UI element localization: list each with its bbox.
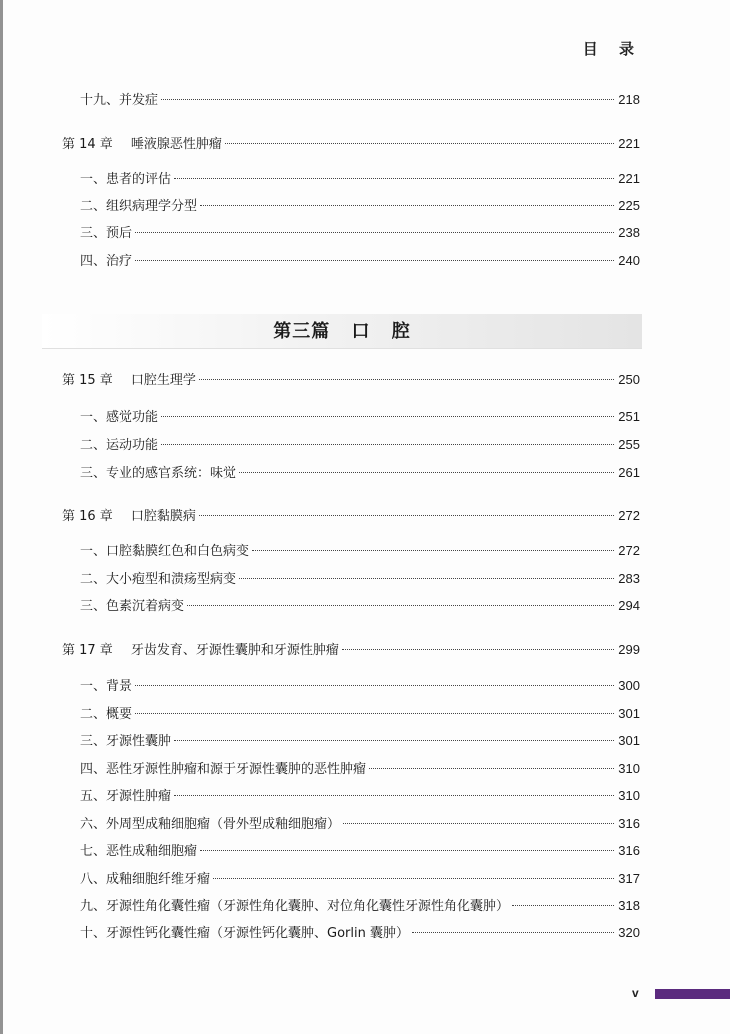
dot-leader — [412, 932, 614, 933]
toc-entry-label: 九、牙源性角化囊性瘤（牙源性角化囊肿、对位角化囊性牙源性角化囊肿） — [80, 899, 510, 914]
dot-leader — [199, 379, 614, 380]
dot-leader — [343, 823, 614, 824]
toc-entry[interactable] — [80, 597, 640, 615]
toc-entry-page: 310 — [618, 761, 640, 776]
toc-entry-page: 255 — [618, 437, 640, 452]
toc-entry-label: 三、色素沉着病变 — [80, 599, 185, 614]
toc-entry-page: 283 — [618, 571, 640, 586]
part-title: 第三篇 口 腔 — [273, 321, 411, 342]
toc-entry-page: 250 — [618, 372, 640, 387]
dot-leader — [199, 515, 614, 516]
toc-entry[interactable] — [80, 197, 640, 215]
toc-entry-page: 225 — [618, 198, 640, 213]
toc-entry[interactable] — [80, 732, 640, 750]
toc-entry-label: 三、专业的感官系统：味觉 — [80, 466, 237, 481]
toc-entry-label: 二、概要 — [80, 707, 133, 722]
dot-leader — [200, 205, 614, 206]
toc-entry[interactable] — [80, 760, 640, 778]
toc-entry-label: 十九、并发症 — [80, 93, 159, 108]
toc-entry-page: 317 — [618, 871, 640, 886]
chapter-number: 第 15 章 — [62, 373, 113, 388]
toc-entry-label: 一、背景 — [80, 679, 133, 694]
toc-entry-page: 300 — [618, 678, 640, 693]
toc-entry[interactable] — [80, 705, 640, 723]
chapter-number: 第 16 章 — [62, 509, 113, 524]
page-header-title: 目 录 — [582, 40, 642, 58]
toc-entry[interactable] — [80, 842, 640, 860]
toc-entry-label: 十、牙源性钙化囊性瘤（牙源性钙化囊肿、Gorlin 囊肿） — [80, 926, 409, 941]
toc-entry-page: 221 — [618, 136, 640, 151]
toc-entry[interactable] — [80, 464, 640, 482]
toc-entry-page: 316 — [618, 816, 640, 831]
part-banner — [42, 314, 642, 349]
dot-leader — [200, 850, 614, 851]
toc-entry[interactable] — [80, 870, 640, 888]
toc-entry-label: 八、成釉细胞纤维牙瘤 — [80, 872, 211, 887]
dot-leader — [161, 444, 614, 445]
dot-leader — [135, 232, 614, 233]
dot-leader — [252, 550, 614, 551]
toc-entry-label: 二、大小疱型和溃疡型病变 — [80, 572, 237, 587]
toc-chapter-15[interactable] — [62, 371, 640, 389]
toc-chapter-17[interactable] — [62, 641, 640, 659]
toc-entry[interactable] — [80, 924, 640, 942]
toc-entry-label: 五、牙源性肿瘤 — [80, 789, 172, 804]
chapter-number: 第 14 章 — [62, 137, 113, 152]
toc-entry-page: 272 — [618, 508, 640, 523]
dot-leader — [135, 685, 614, 686]
toc-entry-label: 一、患者的评估 — [80, 172, 172, 187]
toc-entry[interactable] — [80, 252, 640, 270]
chapter-title: 口腔黏膜病 — [130, 509, 196, 524]
toc-entry[interactable] — [80, 815, 640, 833]
toc-entry-page: 240 — [618, 253, 640, 268]
toc-entry-page: 261 — [618, 465, 640, 480]
dot-leader — [174, 740, 614, 741]
dot-leader — [512, 905, 614, 906]
toc-entry[interactable] — [80, 542, 640, 560]
toc-entry[interactable] — [80, 570, 640, 588]
dot-leader — [174, 178, 614, 179]
toc-entry-page: 251 — [618, 409, 640, 424]
toc-entry-page: 218 — [618, 92, 640, 107]
toc-entry[interactable] — [80, 677, 640, 695]
toc-entry-page: 272 — [618, 543, 640, 558]
page-edge-shadow — [0, 0, 3, 1034]
toc-entry-label: 六、外周型成釉细胞瘤（骨外型成釉细胞瘤） — [80, 817, 341, 832]
toc-chapter-16[interactable] — [62, 507, 640, 525]
toc-entry[interactable] — [80, 787, 640, 805]
dot-leader — [174, 795, 614, 796]
toc-entry[interactable] — [80, 224, 640, 242]
toc-entry-label: 三、预后 — [80, 226, 133, 241]
toc-entry-page: 301 — [618, 706, 640, 721]
dot-leader — [213, 878, 614, 879]
toc-entry-page: 294 — [618, 598, 640, 613]
toc-entry[interactable] — [80, 436, 640, 454]
toc-entry-page: 301 — [618, 733, 640, 748]
dot-leader — [187, 605, 614, 606]
dot-leader — [369, 768, 614, 769]
dot-leader — [225, 143, 614, 144]
toc-entry-page: 238 — [618, 225, 640, 240]
toc-entry[interactable] — [80, 408, 640, 426]
dot-leader — [161, 416, 614, 417]
chapter-number: 第 17 章 — [62, 643, 113, 658]
toc-chapter-14[interactable] — [62, 135, 640, 153]
chapter-title: 牙齿发育、牙源性囊肿和牙源性肿瘤 — [130, 643, 339, 658]
toc-entry-page: 221 — [618, 171, 640, 186]
toc-entry-label: 一、感觉功能 — [80, 410, 159, 425]
toc-entry-page: 316 — [618, 843, 640, 858]
page-number: v — [632, 986, 639, 1000]
dot-leader — [135, 260, 614, 261]
chapter-title: 口腔生理学 — [130, 373, 196, 388]
toc-entry-page: 299 — [618, 642, 640, 657]
footer-accent-bar — [655, 989, 730, 999]
toc-entry-label: 二、运动功能 — [80, 438, 159, 453]
toc-entry-label: 四、治疗 — [80, 254, 133, 269]
toc-entry-page: 320 — [618, 925, 640, 940]
toc-entry-page: 318 — [618, 898, 640, 913]
toc-entry-label: 三、牙源性囊肿 — [80, 734, 172, 749]
toc-entry[interactable] — [80, 91, 640, 109]
chapter-title: 唾液腺恶性肿瘤 — [130, 137, 222, 152]
toc-entry-label: 四、恶性牙源性肿瘤和源于牙源性囊肿的恶性肿瘤 — [80, 762, 367, 777]
toc-entry-label: 一、口腔黏膜红色和白色病变 — [80, 544, 250, 559]
toc-entry[interactable] — [80, 170, 640, 188]
toc-entry-label: 七、恶性成釉细胞瘤 — [80, 844, 198, 859]
toc-entry-page: 310 — [618, 788, 640, 803]
dot-leader — [342, 649, 614, 650]
toc-entry-label: 二、组织病理学分型 — [80, 199, 198, 214]
dot-leader — [239, 472, 614, 473]
dot-leader — [135, 713, 614, 714]
dot-leader — [239, 578, 614, 579]
dot-leader — [161, 99, 614, 100]
toc-entry[interactable] — [80, 897, 640, 915]
